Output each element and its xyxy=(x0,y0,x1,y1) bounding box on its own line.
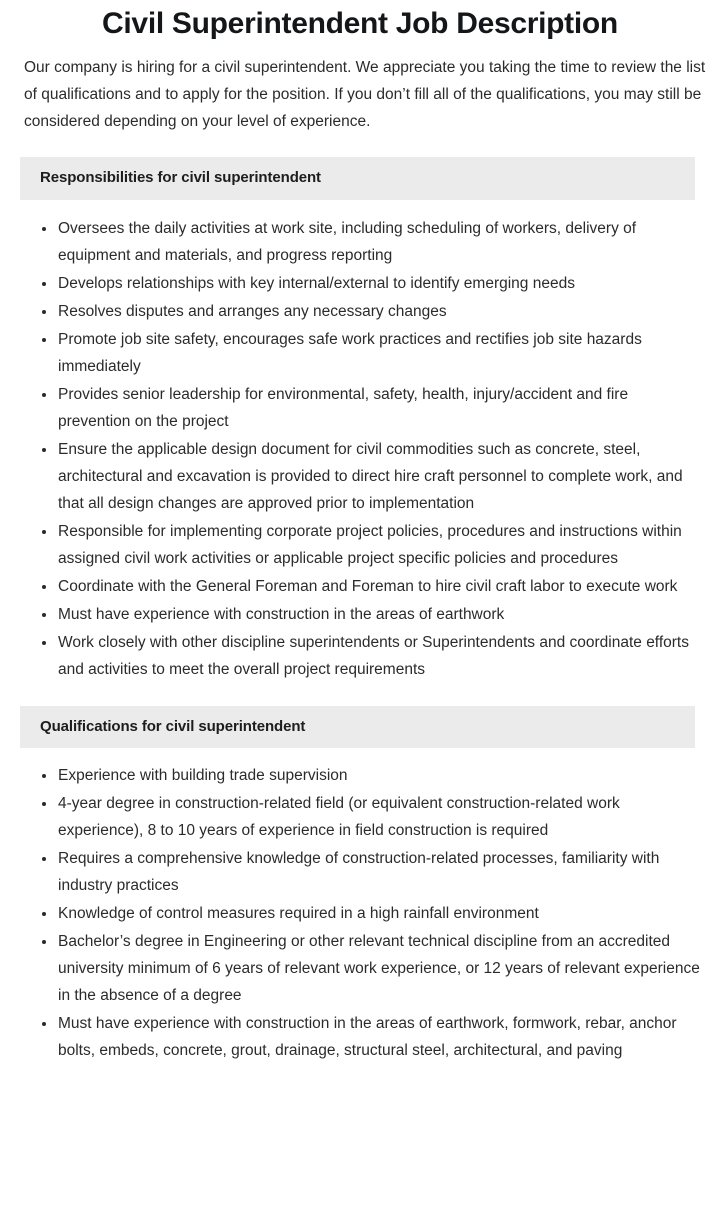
qualifications-list xyxy=(0,748,720,1096)
list-item: Ensure the applicable design document for civil commodities such as concrete, steel, architectural and excavation is provided to direct hire craft personnel to complete work, and that all design changes are approved prior to implementation xyxy=(0,437,710,518)
list-item: Must have experience with construction in the areas of earthwork, formwork, rebar, anchor bolts, embeds, concrete, grout, drainage, structural steel, architectural, and paving xyxy=(0,1011,710,1065)
list-item: Experience with building trade supervision xyxy=(0,763,710,790)
responsibilities-list xyxy=(0,200,720,683)
list-item: 4-year degree in construction-related field (or equivalent construction-related work experience), 8 to 10 years of experience in field construction is required xyxy=(0,791,710,845)
list-item: Resolves disputes and arranges any necessary changes xyxy=(0,299,710,326)
section-header-qualifications xyxy=(20,706,695,749)
list-item: Coordinate with the General Foreman and Foreman to hire civil craft labor to execute work xyxy=(0,574,710,601)
list-item: Responsible for implementing corporate project policies, procedures and instructions within assigned civil work activities or applicable project specific policies and procedures xyxy=(0,519,710,573)
intro-paragraph: Our company is hiring for a civil superintendent. We appreciate you taking the time to review the list of qualifications and to apply for the position. If you don’t fill all of the qualifications, you may still be considered depending on your level of experience. xyxy=(24,59,706,130)
section-qualifications xyxy=(0,706,720,1096)
page-title: Civil Superintendent Job Description xyxy=(102,7,618,40)
section-header-responsibilities xyxy=(20,157,695,200)
list-item: Promote job site safety, encourages safe work practices and rectifies job site hazards immediately xyxy=(0,327,710,381)
list-item: Requires a comprehensive knowledge of construction-related processes, familiarity with industry practices xyxy=(0,846,710,900)
list-item: Must have experience with construction in the areas of earthwork xyxy=(0,602,710,629)
list-item: Provides senior leadership for environmental, safety, health, injury/accident and fire prevention on the project xyxy=(0,382,710,436)
list-item: Work closely with other discipline superintendents or Superintendents and coordinate efforts and activities to meet the overall project requirements xyxy=(0,630,710,684)
list-item: Knowledge of control measures required in a high rainfall environment xyxy=(0,901,710,928)
section-header-label: Responsibilities for civil superintendent xyxy=(40,169,321,187)
list-item: Oversees the daily activities at work site, including scheduling of workers, delivery of equipment and materials, and progress reporting xyxy=(0,216,710,270)
list-item: Develops relationships with key internal/external to identify emerging needs xyxy=(0,271,710,298)
section-responsibilities xyxy=(0,157,720,683)
section-header-label: Qualifications for civil superintendent xyxy=(40,717,306,735)
list-item: Bachelor’s degree in Engineering or other relevant technical discipline from an accredited university minimum of 6 years of relevant work experience, or 12 years of relevant experience in the absence of a degree xyxy=(0,929,710,1010)
